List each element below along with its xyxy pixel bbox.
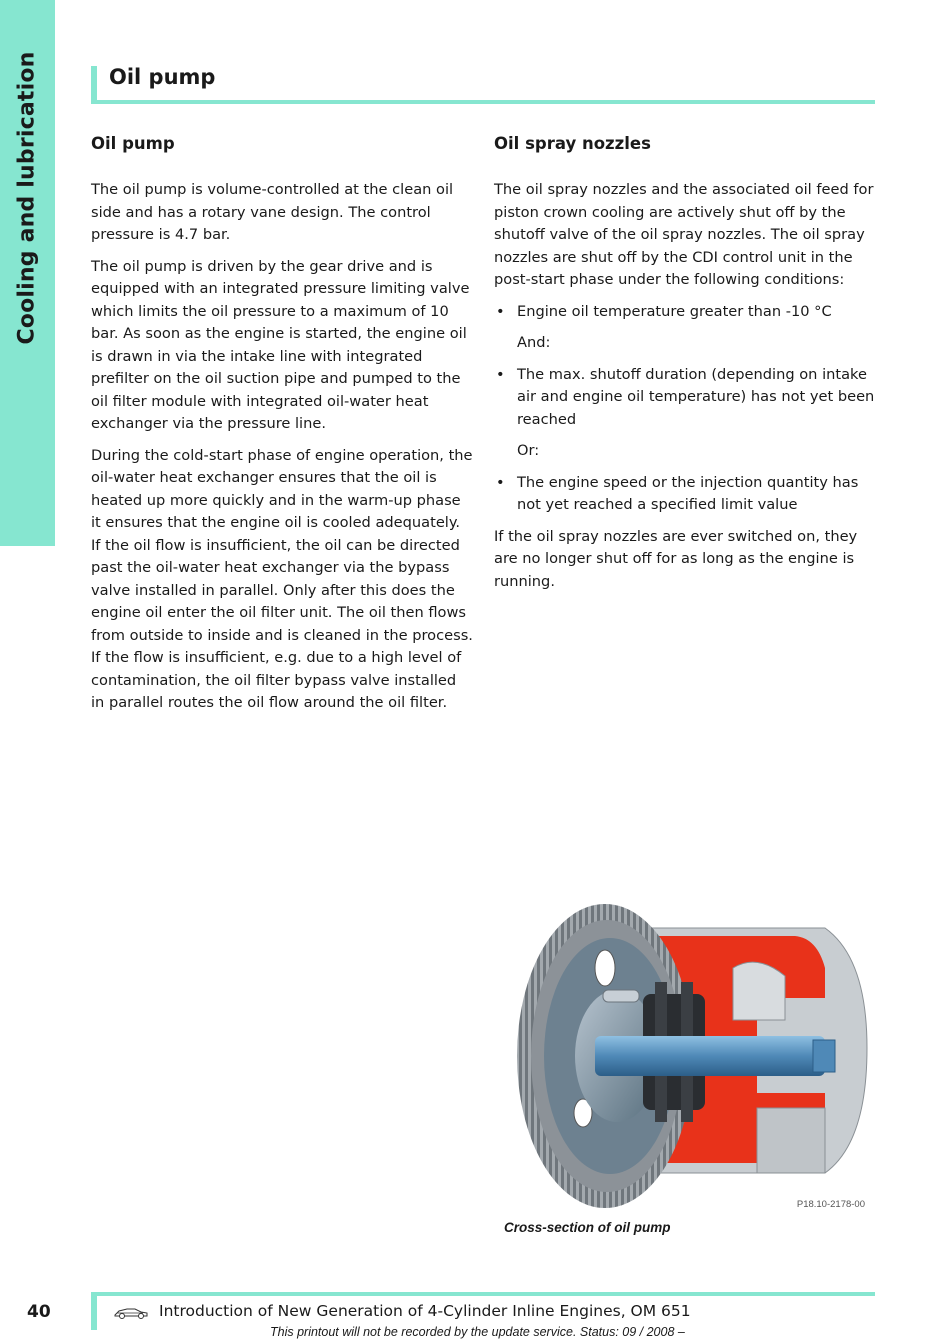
oil-pump-illustration bbox=[495, 898, 873, 1216]
paragraph: During the cold-start phase of engine operation, the oil-water heat exchanger ensures that the oil is heated up more quickly and in the warm-up phase it ensures that the engine oil is cooled adequately. If the oil flow is insufficient, the oil can be directed past the oil-water heat exchanger via the bypass valve installed in parallel. Only after this does the engine oil enter the oil filter unit. The oil then flows from outside to inside and is cleaned in the process. If the flow is insufficient, e.g. due to a high level of contamination, the oil filter bypass valve installed in parallel routes the oil flow around the oil filter. bbox=[91, 446, 473, 711]
right-column bbox=[494, 133, 876, 602]
page-number: 40 bbox=[27, 1302, 51, 1322]
paragraph: The oil pump is driven by the gear drive and is equipped with an integrated pressure limiting valve which limits the oil pressure to a maximum of 10 bar. As soon as the engine is started, the engine oil is drawn in via the intake line with integrated prefilter on the oil suction pipe and pumped to the oil filter module with integrated oil-water heat exchanger via the pressure line. bbox=[91, 257, 470, 432]
connector-or: Or: bbox=[517, 442, 540, 459]
page-header bbox=[91, 66, 875, 104]
list-item: • The max. shutoff duration (depending on intake air and engine oil temperature) has not yet been reached bbox=[494, 364, 876, 432]
oil-spray-nozzles-heading: Oil spray nozzles bbox=[494, 134, 651, 153]
list-item: • The engine speed or the injection quantity has not yet reached a specified limit value bbox=[494, 472, 876, 517]
conditions-list bbox=[494, 301, 876, 324]
oil-pump-heading: Oil pump bbox=[91, 134, 175, 153]
connector-and: And: bbox=[517, 334, 551, 351]
figure-code: P18.10-2178-00 bbox=[796, 1199, 865, 1210]
header-rule bbox=[91, 100, 875, 104]
conditions-list bbox=[494, 364, 876, 432]
footer-title: Introduction of New Generation of 4-Cylinder Inline Engines, OM 651 bbox=[159, 1302, 691, 1320]
footer-accent-bar bbox=[91, 1292, 97, 1330]
list-item: • Engine oil temperature greater than -10 °C bbox=[494, 301, 876, 324]
footer-status-note: This printout will not be recorded by the update service. Status: 09 / 2008 – bbox=[270, 1325, 685, 1339]
header-accent-bar bbox=[91, 66, 97, 104]
conditions-list bbox=[494, 472, 876, 517]
oil-pump-cross-section-drawing bbox=[495, 898, 873, 1216]
figure-caption: Cross-section of oil pump bbox=[504, 1220, 671, 1235]
paragraph: If the oil spray nozzles are ever switched on, they are no longer shut off for as long as the engine is running. bbox=[494, 527, 858, 590]
left-column bbox=[91, 133, 473, 724]
paragraph: The oil spray nozzles and the associated oil feed for piston crown cooling are actively shut off by the shutoff valve of the oil spray nozzles. The oil spray nozzles are shut off by the CDI control unit in the post-start phase under the following conditions: bbox=[494, 181, 874, 288]
chapter-label: Cooling and lubrication bbox=[14, 51, 40, 345]
car-icon bbox=[113, 1305, 149, 1319]
chapter-side-tab bbox=[0, 0, 55, 546]
page-title: Oil pump bbox=[109, 65, 216, 89]
footer-rule bbox=[91, 1292, 875, 1296]
paragraph: The oil pump is volume-controlled at the clean oil side and has a rotary vane design. The control pressure is 4.7 bar. bbox=[91, 181, 454, 243]
